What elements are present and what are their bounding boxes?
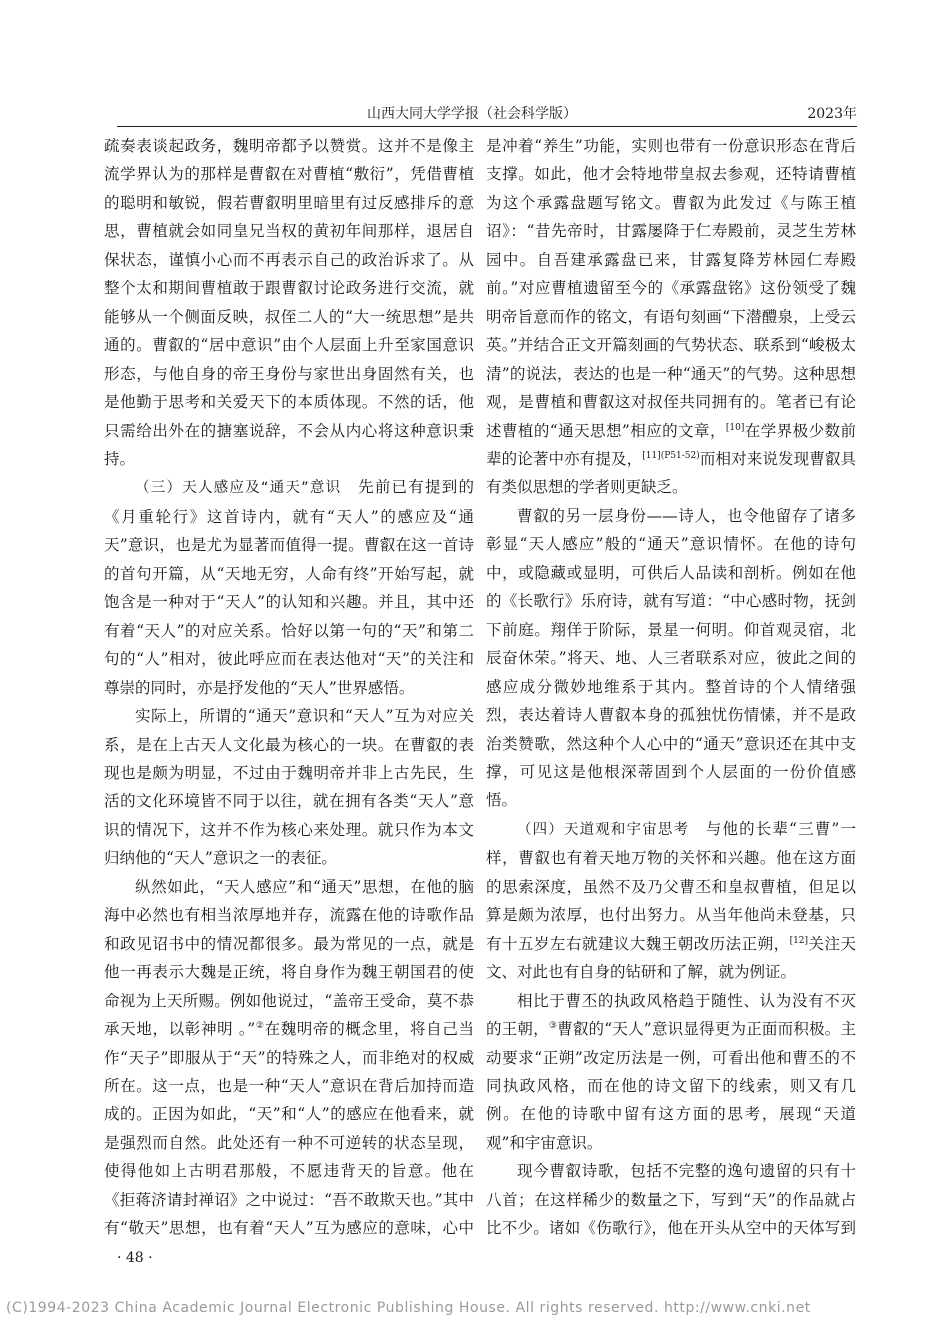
paragraph-comparison bbox=[486, 987, 856, 1158]
paragraph-poems: 现今曹叡诗歌，包括不完整的逸句遗留的只有十八首；在这样稀少的数量之下，写到“天”的作品就占比不少。诸如《伤歌行》，他在开头从空中的天体写到 bbox=[486, 1162, 856, 1238]
paragraph-poet: 曹叡的另一层身份——诗人，也令他留存了诸多彰显“天人感应”般的“通天”意识情怀。在他的诗句中，或隐藏或显明，可供后人品读和剖析。例如在他的《长歌行》乐府诗，就有写道：“中心感时物，抚剑下前庭。翔佯于阶际，景星一何明。仰首观灵宿，北辰奋休荣。”将天、地、人三者联系对应，彼此之间的感应成分微妙地维系于其内。整首诗的个人情绪强烈，表达着诗人曹叡本身的孤独忧伤情愫，并不是政治类赞歌，然这种个人心中的“通天”意识还在其中支撑，可见这是他根深蒂固到个人层面的一份价值感悟。 bbox=[486, 506, 856, 810]
section-4-text: 与他的长辈“三曹”一样，曹叡也有着天地万物的关怀和兴趣。他在这方面的思索深度，虽然不及乃父曹丕和皇叔曹植，但足以算是颇为浓厚，也付出努力。从当年他尚未登基，只有十五岁左右就建议大魏王朝改历法正朔， bbox=[486, 819, 856, 953]
journal-name: 山西大同大学学报（社会科学版） bbox=[367, 106, 577, 122]
footnote-marker: ② bbox=[255, 1020, 265, 1031]
paragraph-text: 纵然如此，“天人感应”和“通天”思想，在他的脑海中必然也有相当浓厚地并存，流露在他的诗歌作品和政见诏书中的情况都很多。最为常见的一点，就是他一再表示大魏是正统，将自身作为魏王朝国君的使命视为上天所赐。例如他说过，“盖帝王受命，莫不恭承天地，以彰神明 。” bbox=[104, 877, 474, 1039]
citation-ref: [10] bbox=[725, 422, 745, 433]
paragraph-tianren bbox=[104, 873, 474, 1238]
section-4-title: （四）天道观和宇宙思考 bbox=[517, 821, 690, 838]
paragraph-continued bbox=[486, 132, 856, 502]
footnote-marker: ③ bbox=[548, 1020, 558, 1031]
paragraph-text: 在魏明帝的概念里，将自己当作“天子”即服从于“天”的特殊之人，而非绝对的权威所在。这一点，也是一种“天人”意识在背后加持而造成的。正因为如此，“天”和“人”的感应在他看来，就是强烈而自然。此处还有一种不可逆转的状态呈现，使得他如上古明君那般，不愿违背天的旨意。他在《拒蒋济请封禅诏》之中说过：“吾不敢欺天也。”其中有“敬天”思想，也有着“天人”互为感应的意味，心中 bbox=[104, 1020, 474, 1238]
page-number: · 48 · bbox=[117, 1250, 153, 1266]
section-3-title: （三）天人感应及“通天”意识 bbox=[135, 480, 342, 497]
paragraph-text: 而相对来说发现曹叡具有类似思想的学者则更缺乏。 bbox=[486, 449, 856, 497]
header-rule bbox=[117, 126, 857, 127]
paragraph-tongtian: 实际上，所谓的“通天”意识和“天人”互为对应关系，是在上古天人文化最为核心的一块。在曹叡的表现也是颇为明显，不过由于魏明帝并非上古先民，生活的文化环境皆不同于以往，就在拥有各类“天人”意识的情况下，这并不作为核心来处理。就只作为本文归纳他的“天人”意识之一的表征。 bbox=[104, 707, 474, 868]
paragraph-text: 相比于曹丕的执政风格趋于随性、认为没有不灭的王朝， bbox=[486, 991, 856, 1039]
paragraph-text: 是冲着“养生”功能，实则也带有一份意识形态在背后支撑。如此，他才会特地带皇叔去参观，还特请曹植为这个承露盘题写铭文。曹叡为此发过《与陈王植诏》：“昔先帝时，甘露屡降于仁寿殿前，灵芝生芳林园中。自吾建承露盘已来，甘露复降芳林园仁寿殿前。”对应曹植遗留至今的《承露盘铭》这份领受了魏明帝旨意而作的铭文，有语句刻画“下潜醴泉，上受云英。”并结合正文开篇刻画的气势状态、联系到“峻极太清”的说法，表达的也是一种“通天”的气势。这种思想观，是曹植和曹叡这对叔侄共同拥有的。笔者已有论述曹植的“通天思想”相应的文章， bbox=[486, 137, 856, 440]
paragraph-text: 在学界极少数前辈的论著中亦有提及， bbox=[486, 421, 856, 468]
left-column bbox=[104, 132, 474, 1238]
paragraph-text: 曹叡的“天人”意识显得更为正面而积极。主动要求“正朔”改定历法是一例，可看出他和曹丕的不同执政风格，而在他的诗文留下的线索，则又有几例。在他的诗歌中留有这方面的思考，展现“天道观”和宇宙意识。 bbox=[486, 1020, 856, 1152]
citation-ref: [11](P51-52) bbox=[642, 450, 700, 461]
section-3-text: 先前已有提到的《月重轮行》这首诗内，就有“天人”的感应及“通天”意识，也是尤为显著而值得一提。曹叡在这一首诗的首句开篇，从“天地无穷，人命有终”开始写起，就饱含是一种对于“天人”的认知和兴趣。并且，其中还有着“天人”的对应关系。恰好以第一句的“天”和第二句的“人”相对，彼此呼应而在表达他对“天”的关注和尊崇的同时，亦是抒发他的“天人”世界感悟。 bbox=[104, 478, 474, 697]
section-3-paragraph bbox=[104, 473, 474, 702]
section-4-text: 关注天文、对此也有自身的钻研和了解，就为例证。 bbox=[486, 934, 856, 982]
header-year: 2023年 bbox=[807, 106, 857, 122]
citation-ref: [12] bbox=[789, 935, 809, 946]
section-4-paragraph bbox=[486, 815, 856, 987]
copyright-notice: (C)1994-2023 China Academic Journal Electronic Publishing House. All rights reserved. http://www.cnki.net bbox=[6, 1300, 811, 1316]
paragraph-continued: 疏奏表谈起政务，魏明帝都予以赞赏。这并不是像主流学界认为的那样是曹叡在对曹植“敷衍”，凭借曹植的聪明和敏锐，假若曹叡明里暗里有过反感排斥的意思，曹植就会如同皇兄当权的黄初年间那样，退居自保状态，谨慎小心而不再表示自己的政治诉求了。从整个太和期间曹植敢于跟曹叡讨论政务进行交流，就能够从一个侧面反映，叔侄二人的“大一统思想”是共通的。曹叡的“居中意识”由个人层面上升至家国意识形态，与他自身的帝王身份与家世出身固然有关，也是他勤于思考和关爱天下的本质体现。不然的话，他只需给出外在的搪塞说辞，不会从内心将这种意识秉持。 bbox=[104, 137, 474, 468]
right-column bbox=[486, 132, 856, 1238]
running-header bbox=[117, 104, 857, 126]
